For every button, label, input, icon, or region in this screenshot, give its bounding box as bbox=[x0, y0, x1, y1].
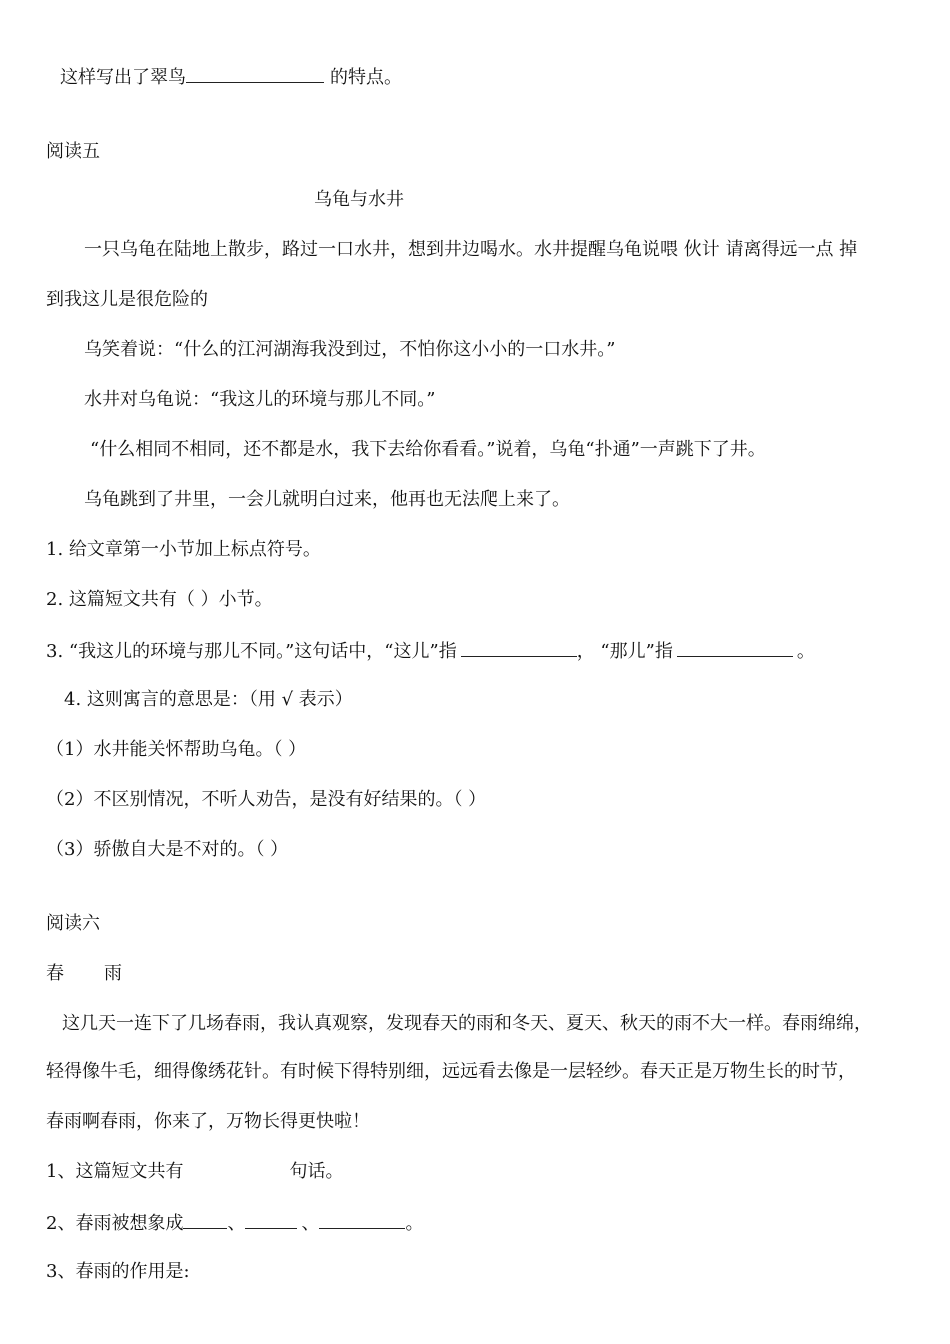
question-2-end: 。 bbox=[405, 1213, 424, 1234]
answer-blank[interactable] bbox=[186, 64, 324, 83]
question-4: 4. 这则寓言的意思是：（用 √ 表示） bbox=[64, 689, 353, 710]
answer-blank-that-place[interactable] bbox=[677, 638, 793, 657]
paragraph-1-line-2: 到我这儿是很危险的 bbox=[46, 289, 208, 310]
question-2-spring bbox=[46, 1210, 423, 1234]
question-3-mid: ， “那儿”指 bbox=[576, 641, 673, 662]
paragraph-line-1: 这几天一连下了几场春雨，我认真观察，发现春天的雨和冬天、夏天、秋天的雨不大一样。春雨绵绵， bbox=[62, 1013, 872, 1034]
text-after-blank: 的特点。 bbox=[330, 67, 402, 88]
title-char-1: 春 bbox=[46, 963, 64, 984]
paragraph-5: 乌龟跳到了井里，一会儿就明白过来，他再也无法爬上来了。 bbox=[84, 489, 570, 510]
question-3 bbox=[46, 638, 815, 662]
paragraph-line-2: 轻得像牛毛，细得像绣花针。有时候下得特别细，远远看去像是一层轻纱。春天正是万物生长的时节， bbox=[46, 1061, 856, 1082]
paragraph-4: “什么相同不相同，还不都是水，我下去给你看看。”说着，乌龟“扑通”一声跳下了井。 bbox=[90, 439, 766, 460]
answer-blank-1[interactable] bbox=[183, 1210, 227, 1229]
paragraph-2: 乌笑着说：“什么的江河湖海我没到过，不怕你这小小的一口水井。” bbox=[84, 339, 616, 360]
question-2: 2. 这篇短文共有（ ）小节。 bbox=[46, 589, 273, 610]
separator-2: 、 bbox=[301, 1213, 320, 1234]
answer-blank-2[interactable] bbox=[245, 1210, 297, 1229]
passage-title: 乌龟与水井 bbox=[314, 189, 404, 210]
question-1-end: 句话。 bbox=[289, 1161, 344, 1182]
paragraph-line-3: 春雨啊春雨，你来了，万物长得更快啦！ bbox=[46, 1111, 370, 1132]
question-2-text: 2、春雨被想象成 bbox=[46, 1213, 184, 1234]
text-before-blank: 这样写出了翠鸟 bbox=[60, 67, 186, 88]
separator-1: 、 bbox=[227, 1213, 246, 1234]
option-1[interactable]: （1）水井能关怀帮助乌龟。（ ） bbox=[46, 739, 307, 760]
question-1: 1. 给文章第一小节加上标点符号。 bbox=[46, 539, 321, 560]
question-3-end: 。 bbox=[796, 641, 815, 662]
question-3-text: 3. “我这儿的环境与那儿不同。”这句话中，“这儿”指 bbox=[46, 641, 457, 662]
passage-title-spring-rain bbox=[46, 962, 122, 986]
option-2[interactable]: （2）不区别情况，不听人劝告，是没有好结果的。（ ） bbox=[46, 789, 487, 810]
title-char-2: 雨 bbox=[104, 963, 122, 984]
section-heading-reading6: 阅读六 bbox=[46, 913, 100, 934]
section-heading-reading5: 阅读五 bbox=[46, 141, 100, 162]
question-1-text: 1、这篇短文共有 bbox=[46, 1161, 184, 1182]
paragraph-1-line-1: 一只乌龟在陆地上散步，路过一口水井，想到井边喝水。水井提醒乌龟说喂 伙计 请离得远一点 掉 bbox=[84, 239, 858, 260]
question-3-spring: 3、春雨的作用是: bbox=[46, 1261, 190, 1282]
answer-blank-this-place[interactable] bbox=[461, 638, 577, 657]
fill-line-kingfisher bbox=[60, 64, 402, 88]
question-1-spring bbox=[46, 1160, 343, 1184]
paragraph-3: 水井对乌龟说：“我这儿的环境与那儿不同。” bbox=[84, 389, 436, 410]
answer-blank-3[interactable] bbox=[319, 1210, 405, 1229]
option-3[interactable]: （3）骄傲自大是不对的。（ ） bbox=[46, 839, 289, 860]
